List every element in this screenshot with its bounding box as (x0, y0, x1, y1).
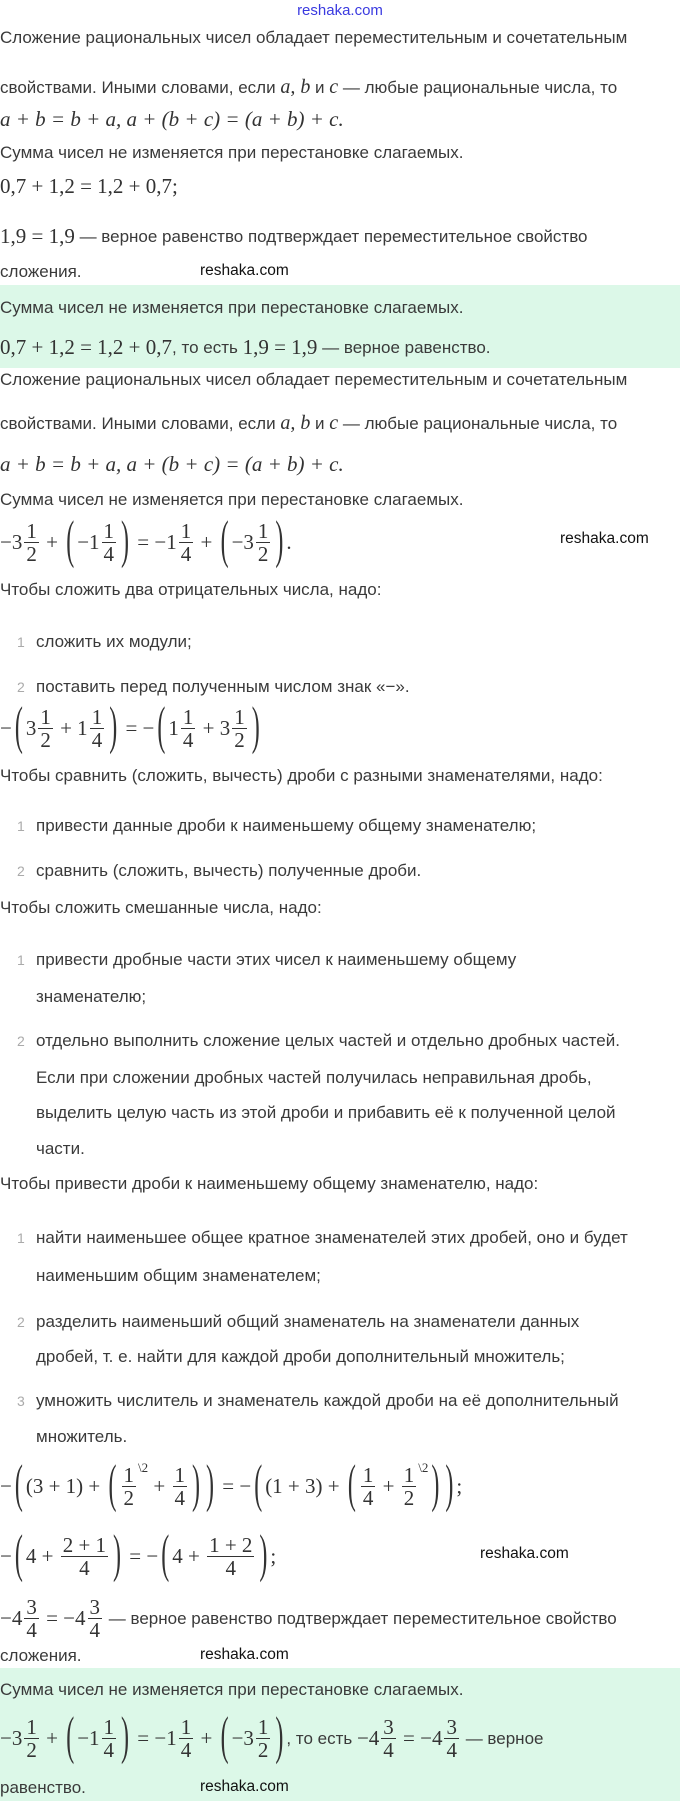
formula-f5 (0, 698, 263, 757)
math-term: = −1 (132, 530, 177, 555)
denominator: 2 (257, 1738, 269, 1763)
math-term: −1 (77, 1726, 100, 1751)
fraction (24, 1716, 39, 1761)
formula-f6 (0, 1456, 463, 1515)
var: a, b (280, 412, 311, 434)
paragraph-line (0, 412, 617, 435)
text: — верное равенство подтверждает переместительное свойство (74, 226, 588, 246)
numerator: 1 (234, 705, 245, 729)
list-number: 1 (17, 634, 25, 650)
fraction (102, 520, 117, 565)
parenthesis: ) (445, 1456, 454, 1515)
fraction (381, 1716, 396, 1761)
math: 1,9 = 1,9 (242, 335, 318, 359)
text: и (310, 414, 330, 433)
list-number: 1 (17, 1230, 25, 1246)
text: свойствами. Иными словами, если (0, 414, 281, 433)
numerator: 3 (89, 1595, 101, 1619)
text: — любые рациональные числа, то (338, 414, 618, 433)
parenthesis: ( (254, 1456, 263, 1515)
math-term: + (195, 530, 218, 555)
parenthesis: ( (14, 1456, 23, 1515)
parenthesis: ) (113, 1526, 122, 1585)
denominator: 2 (403, 1486, 415, 1511)
text: — верное равенство подтверждает переместительное свойство (104, 1608, 617, 1628)
numerator: 1 (257, 519, 269, 543)
list-item: привести данные дроби к наименьшему общему знаменателю; (36, 816, 537, 835)
list-item: части. (36, 1139, 85, 1158)
fraction (256, 1716, 271, 1761)
denominator: 4 (446, 1738, 457, 1763)
math-term: + (377, 1474, 400, 1499)
math-term: (1 + 3) + (265, 1474, 345, 1499)
math-term: − (0, 1474, 12, 1499)
fraction (122, 1464, 137, 1509)
parenthesis: ( (14, 1526, 23, 1585)
parenthesis: ) (251, 698, 260, 757)
parenthesis: ( (220, 1708, 229, 1767)
section-title: Чтобы сложить два отрицательных числа, надо: (0, 580, 382, 599)
denominator: 4 (103, 542, 115, 567)
parenthesis: ) (206, 1456, 214, 1515)
math-term: = −4 (397, 1726, 443, 1751)
fraction (88, 1596, 103, 1641)
math-term: −3 (231, 530, 254, 555)
numerator: 3 (383, 1715, 394, 1739)
denominator: 4 (182, 728, 194, 753)
list-number: 3 (17, 1393, 25, 1409)
numerator: 1 (123, 1463, 135, 1487)
parenthesis: ( (66, 1708, 75, 1767)
parenthesis: ) (431, 1456, 440, 1515)
numerator: 1 (26, 1715, 37, 1739)
numerator: 3 (26, 1595, 37, 1619)
formula-f8 (0, 1596, 617, 1641)
text: — верное (460, 1728, 544, 1748)
watermark: reshaka.com (200, 262, 289, 279)
denominator: 4 (26, 1618, 37, 1643)
formula-result (0, 224, 588, 249)
fraction (61, 1534, 108, 1579)
list-item: найти наименьшее общее кратное знаменателей этих дробей, оно и будет (36, 1228, 628, 1247)
list-number: 2 (17, 1314, 25, 1330)
list-number: 1 (17, 818, 25, 834)
math-term: + (195, 1726, 218, 1751)
denominator: 4 (103, 1738, 115, 1763)
superscript: \2 (138, 1460, 149, 1475)
text: свойствами. Иными словами, если (0, 78, 281, 97)
numerator: 1 + 2 (209, 1533, 253, 1557)
numerator: 1 (103, 519, 115, 543)
list-number: 2 (17, 863, 25, 879)
math-term: −4 (356, 1726, 380, 1751)
math-term: 4 + (172, 1544, 206, 1569)
math-term: + 3 (197, 716, 231, 741)
text: и (310, 78, 330, 97)
math-term: − (0, 716, 12, 741)
math: 1,9 = 1,9 (0, 224, 75, 248)
parenthesis: ) (121, 512, 130, 571)
var: a, b (280, 76, 311, 98)
numerator: 1 (40, 705, 51, 729)
fraction (24, 1596, 39, 1641)
list-item: отдельно выполнить сложение целых частей и отдельно дробных частей. (36, 1031, 620, 1050)
parenthesis: ( (347, 1456, 356, 1515)
watermark: reshaka.com (480, 1545, 569, 1562)
parenthesis: ( (66, 512, 75, 571)
denominator: 4 (362, 1486, 374, 1511)
paragraph-line (0, 76, 617, 99)
fraction (402, 1464, 417, 1509)
fraction (361, 1464, 376, 1509)
denominator: 2 (234, 728, 245, 753)
parenthesis: ( (14, 698, 23, 757)
math-term: = − (120, 716, 155, 741)
denominator: 4 (91, 728, 103, 753)
list-item: наименьшим общим знаменателем; (36, 1266, 321, 1285)
site-link[interactable]: reshaka.com (297, 2, 383, 19)
numerator: 1 (362, 1463, 374, 1487)
parenthesis: ) (259, 1526, 268, 1585)
var: c (329, 76, 339, 98)
fraction (181, 706, 196, 751)
denominator: 4 (89, 1618, 101, 1643)
fraction (24, 520, 39, 565)
list-item: поставить перед полученным числом знак «−». (36, 677, 410, 696)
formula-f9 (0, 1708, 544, 1767)
fraction (102, 1716, 117, 1761)
paragraph-line: сложения. (0, 262, 82, 281)
text: — верное равенство. (317, 337, 491, 357)
paragraph-line: Сложение рациональных чисел обладает переместительным и сочетательным (0, 28, 628, 47)
math-term: −4 (0, 1606, 23, 1631)
list-item: сравнить (сложить, вычесть) полученные дроби. (36, 861, 422, 880)
math-term: −3 (0, 530, 23, 555)
math-term: = −1 (132, 1726, 177, 1751)
parenthesis: ( (157, 698, 166, 757)
math-term: −3 (231, 1726, 254, 1751)
text: , то есть (172, 337, 243, 357)
math-term: = −4 (40, 1606, 86, 1631)
denominator: 2 (123, 1486, 135, 1511)
list-item: множитель. (36, 1427, 128, 1446)
parenthesis: ) (275, 512, 284, 571)
list-item: привести дробные части этих чисел к наименьшему общему (36, 950, 517, 969)
list-item: выделить целую часть из этой дроби и прибавить её к полученной целой (36, 1103, 616, 1122)
fraction (232, 706, 247, 751)
watermark: reshaka.com (200, 1646, 289, 1663)
numerator: 1 (103, 1715, 115, 1739)
denominator: 4 (180, 1738, 192, 1763)
list-item: знаменателю; (36, 987, 147, 1006)
paragraph-line: сложения. (0, 1646, 82, 1665)
denominator: 4 (174, 1486, 185, 1511)
numerator: 1 (182, 705, 194, 729)
math-term: −1 (77, 530, 100, 555)
formula-f4 (0, 512, 292, 571)
numerator: 2 + 1 (62, 1533, 107, 1557)
denominator: 4 (79, 1556, 90, 1581)
denominator: 2 (257, 542, 269, 567)
parenthesis: ) (121, 1708, 130, 1767)
math-term: + (148, 1474, 171, 1499)
list-item: Если при сложении дробных частей получилась неправильная дробь, (36, 1068, 592, 1087)
superscript: \2 (418, 1460, 429, 1475)
parenthesis: ) (109, 698, 118, 757)
fraction (173, 1464, 188, 1509)
math-term: + 1 (54, 716, 88, 741)
paragraph-line: Сложение рациональных чисел обладает переместительным и сочетательным (0, 370, 628, 389)
formula-conclusion (0, 335, 491, 360)
denominator: 4 (383, 1738, 394, 1763)
list-item: дробей, т. е. найти для каждой дроби дополнительный множитель; (36, 1347, 565, 1366)
var: c (329, 412, 339, 434)
math-term: + (40, 1726, 64, 1751)
denominator: 2 (26, 1738, 37, 1763)
rule-text: Сумма чисел не изменяется при перестановке слагаемых. (0, 298, 464, 317)
section-title: Чтобы сложить смешанные числа, надо: (0, 898, 322, 917)
watermark: reshaka.com (560, 530, 649, 547)
rule-text: Сумма чисел не изменяется при перестановке слагаемых. (0, 490, 464, 509)
parenthesis: ) (275, 1708, 284, 1767)
text: , то есть (286, 1728, 357, 1748)
denominator: 4 (180, 542, 192, 567)
list-item: умножить числитель и знаменатель каждой дроби на её дополнительный (36, 1391, 619, 1410)
numerator: 1 (26, 519, 37, 543)
math-term: ; (270, 1544, 277, 1569)
math-term: 3 (25, 716, 37, 741)
math: 0,7 + 1,2 = 1,2 + 0,7 (0, 335, 173, 359)
math-term: − (0, 1544, 12, 1569)
fraction (256, 520, 271, 565)
list-item: сложить их модули; (36, 632, 192, 651)
formula-example: 0,7 + 1,2 = 1,2 + 0,7; (0, 174, 178, 198)
list-number: 1 (17, 952, 25, 968)
fraction (38, 706, 53, 751)
math-term: . (286, 530, 292, 555)
rule-text: Сумма чисел не изменяется при перестановке слагаемых. (0, 143, 464, 162)
parenthesis: ) (192, 1456, 200, 1515)
numerator: 1 (174, 1463, 185, 1487)
paragraph-line: равенство. (0, 1778, 86, 1797)
numerator: 1 (180, 1715, 192, 1739)
list-number: 2 (17, 679, 25, 695)
math-term: = − (124, 1544, 159, 1569)
fraction (179, 1716, 194, 1761)
denominator: 2 (40, 728, 51, 753)
parenthesis: ( (220, 512, 229, 571)
denominator: 2 (26, 542, 37, 567)
list-number: 2 (17, 1033, 25, 1049)
denominator: 4 (225, 1556, 236, 1581)
formula-f7 (0, 1526, 277, 1585)
watermark: reshaka.com (200, 1778, 289, 1795)
fraction (179, 520, 194, 565)
section-title: Чтобы сравнить (сложить, вычесть) дроби с разными знаменателями, надо: (0, 766, 603, 785)
text: — любые рациональные числа, то (338, 78, 618, 97)
math-term: −3 (0, 1726, 23, 1751)
rule-text: Сумма чисел не изменяется при перестановке слагаемых. (0, 1680, 464, 1699)
numerator: 1 (91, 705, 103, 729)
parenthesis: ( (161, 1526, 170, 1585)
math-term: ; (456, 1474, 463, 1499)
formula-properties: a + b = b + a, a + (b + c) = (a + b) + c. (0, 107, 344, 131)
numerator: 1 (257, 1715, 269, 1739)
parenthesis: ( (108, 1456, 117, 1515)
math-term: = − (217, 1474, 252, 1499)
math-term: 4 + (25, 1544, 59, 1569)
numerator: 3 (446, 1715, 457, 1739)
math-term: (3 + 1) + (25, 1474, 106, 1499)
fraction (444, 1716, 459, 1761)
math-term: + (40, 530, 64, 555)
numerator: 1 (403, 1463, 415, 1487)
fraction (90, 706, 105, 751)
formula-properties: a + b = b + a, a + (b + c) = (a + b) + c. (0, 452, 344, 476)
section-title: Чтобы привести дроби к наименьшему общему знаменателю, надо: (0, 1174, 539, 1193)
list-item: разделить наименьший общий знаменатель на знаменатели данных (36, 1312, 580, 1331)
numerator: 1 (180, 519, 192, 543)
math-term: 1 (168, 716, 179, 741)
fraction (207, 1534, 254, 1579)
